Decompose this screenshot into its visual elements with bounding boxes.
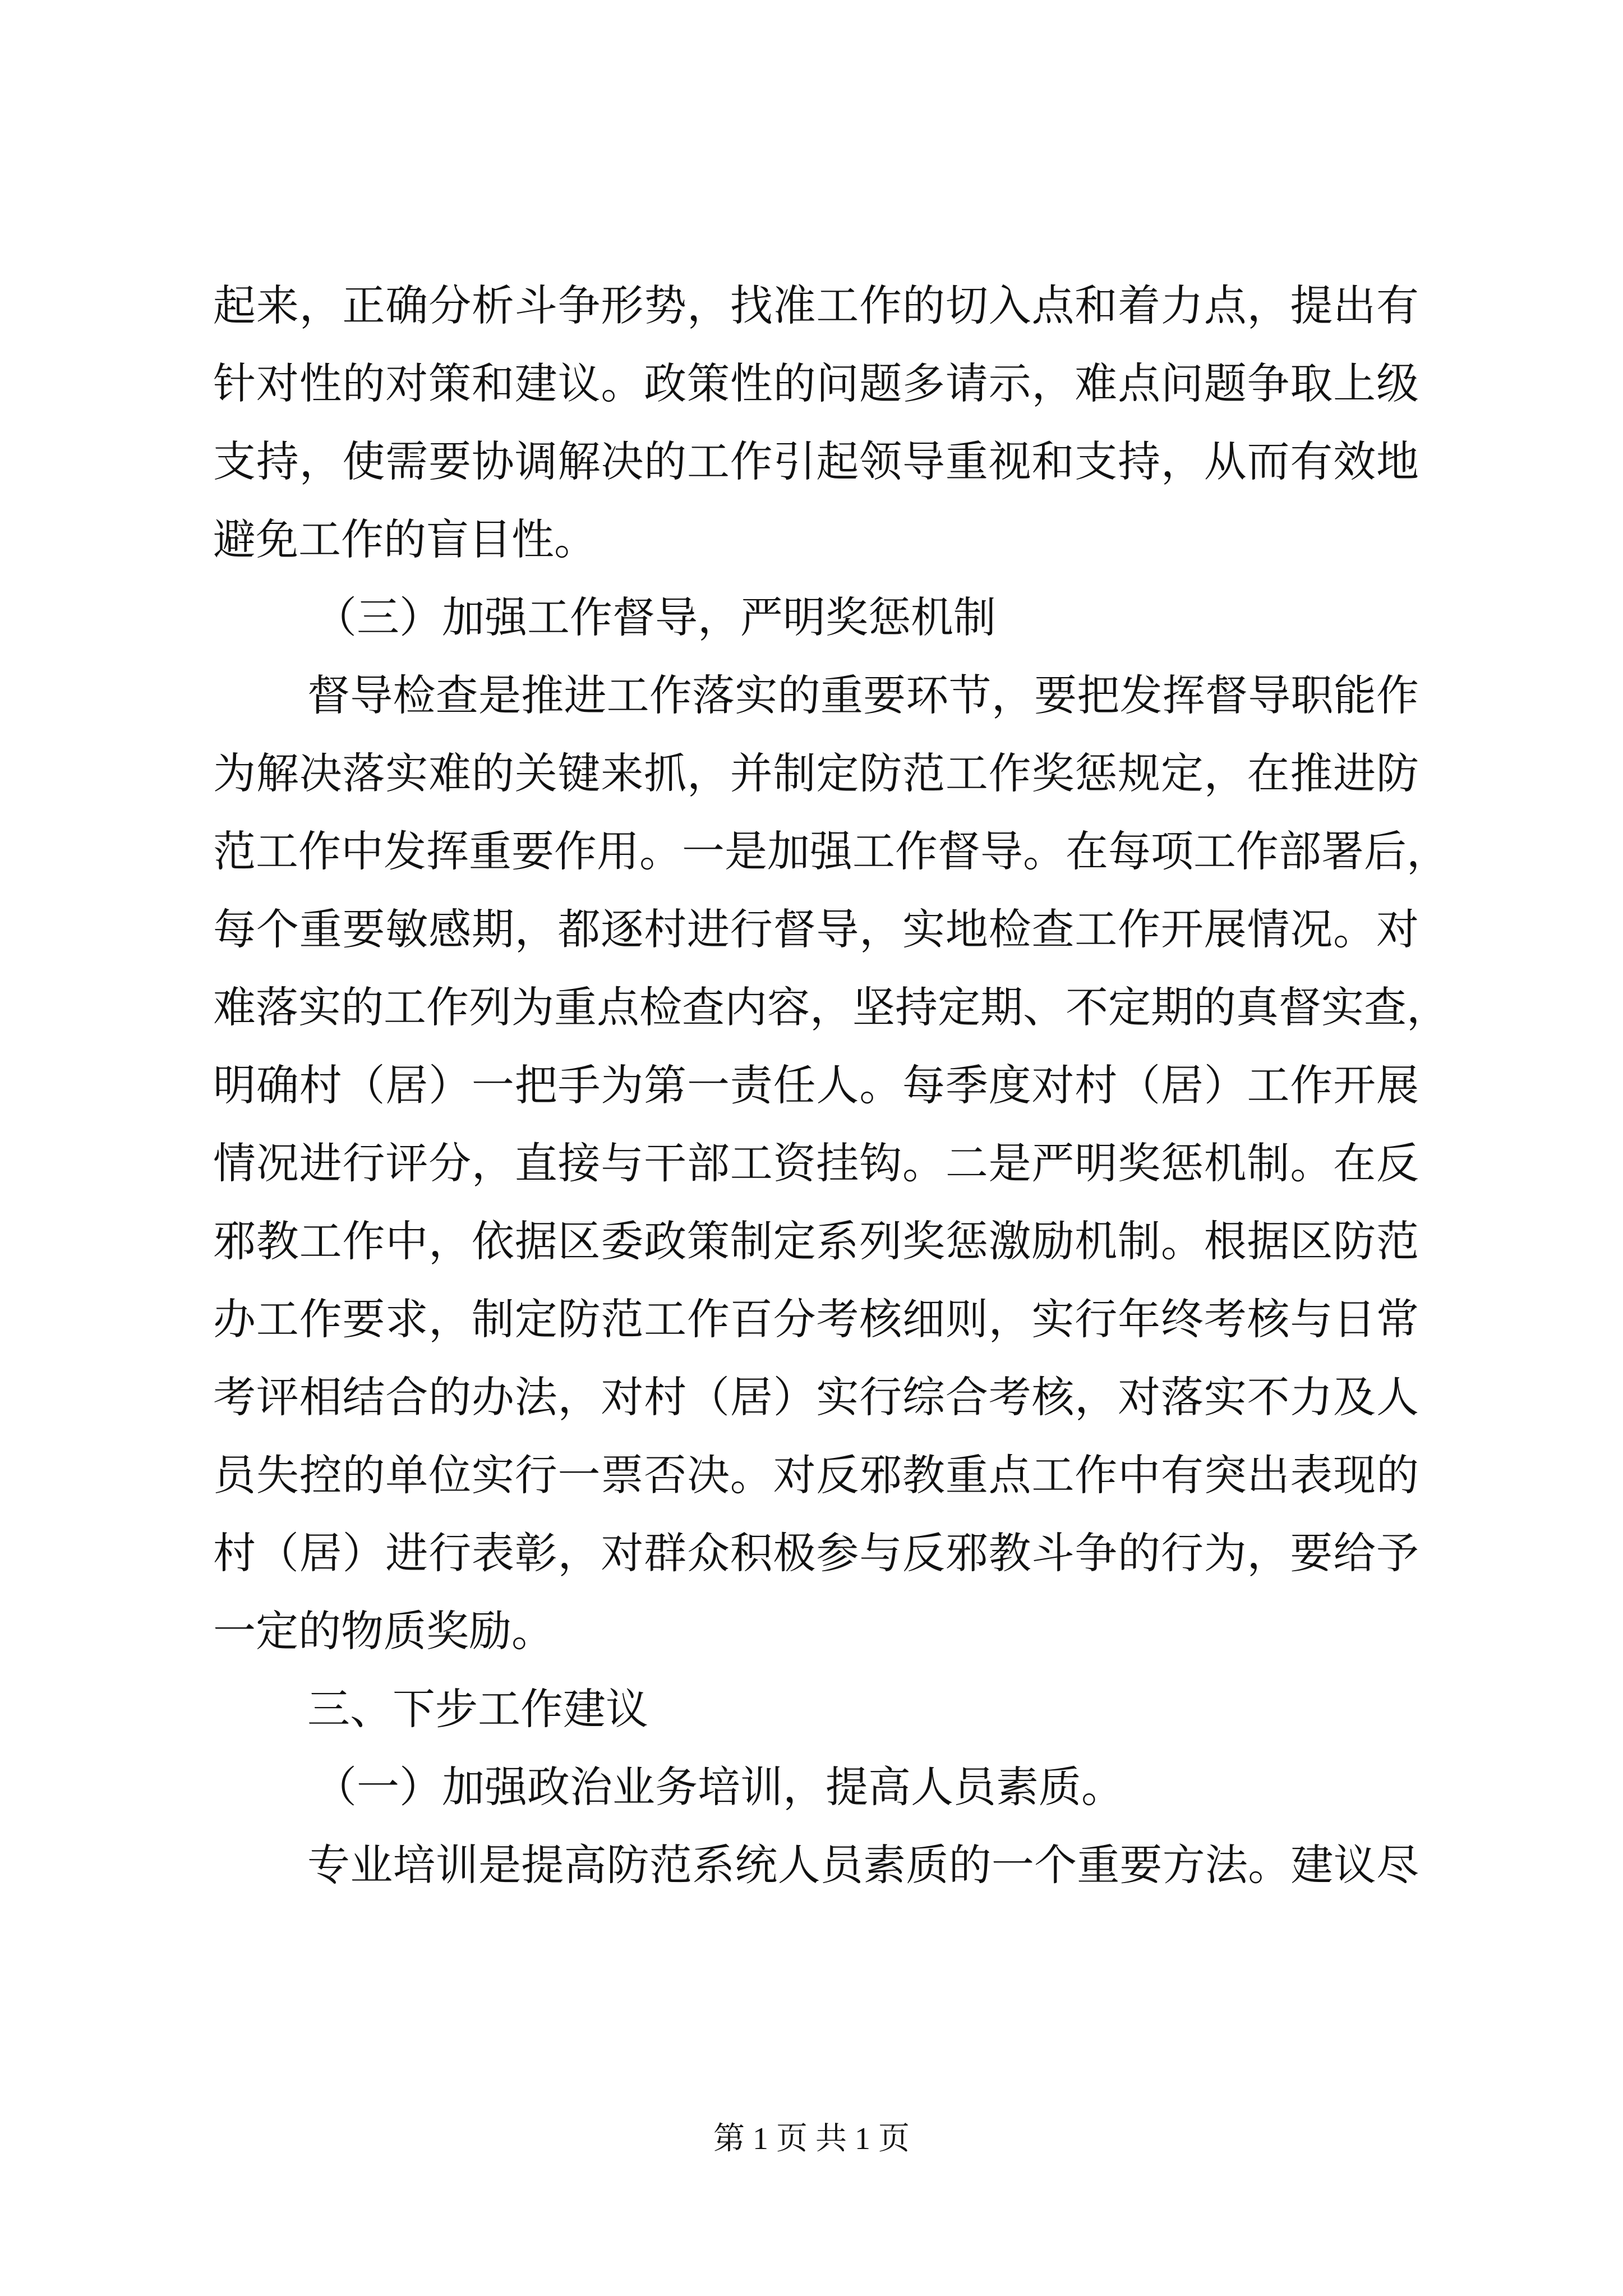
paragraph-line: 员失控的单位实行一票否决。对反邪教重点工作中有突出表现的 [213,1450,1419,1500]
section-heading: 三、下步工作建议 [307,1684,648,1734]
paragraph-line: 为解决落实难的关键来抓，并制定防范工作奖惩规定，在推进防 [213,748,1419,798]
paragraph-line: 针对性的对策和建议。政策性的问题多请示，难点问题争取上级 [213,358,1419,408]
subsection-heading: （一）加强政治业务培训，提高人员素质。 [314,1762,1124,1812]
paragraph-line: 起来，正确分析斗争形势，找准工作的切入点和着力点，提出有 [213,280,1419,330]
paragraph-line: 邪教工作中，依据区委政策制定系列奖惩激励机制。根据区防范 [213,1216,1419,1266]
paragraph-line: 村（居）进行表彰，对群众积极参与反邪教斗争的行为，要给予 [213,1528,1419,1578]
paragraph-line: 明确村（居）一把手为第一责任人。每季度对村（居）工作开展 [213,1060,1419,1110]
paragraph-line: 情况进行评分，直接与干部工资挂钩。二是严明奖惩机制。在反 [213,1138,1419,1188]
subsection-heading: （三）加强工作督导，严明奖惩机制 [314,592,996,642]
paragraph-line: 考评相结合的办法，对村（居）实行综合考核，对落实不力及人 [213,1372,1419,1422]
paragraph-line: 专业培训是提高防范系统人员素质的一个重要方法。建议尽 [307,1840,1419,1890]
paragraph-line: 难落实的工作列为重点检查内容，坚持定期、不定期的真督实查， [213,982,1449,1032]
paragraph-line: 一定的物质奖励。 [213,1606,554,1656]
paragraph-line: 范工作中发挥重要作用。一是加强工作督导。在每项工作部署后， [213,826,1449,876]
paragraph-line: 避免工作的盲目性。 [213,514,597,564]
paragraph-line: 办工作要求，制定防范工作百分考核细则，实行年终考核与日常 [213,1294,1419,1344]
page-number-footer: 第 1 页 共 1 页 [713,2122,910,2156]
paragraph-line: 督导检查是推进工作落实的重要环节，要把发挥督导职能作 [307,670,1419,720]
paragraph-line: 每个重要敏感期，都逐村进行督导，实地检查工作开展情况。对 [213,904,1419,954]
paragraph-line: 支持，使需要协调解决的工作引起领导重视和支持，从而有效地 [213,436,1419,486]
